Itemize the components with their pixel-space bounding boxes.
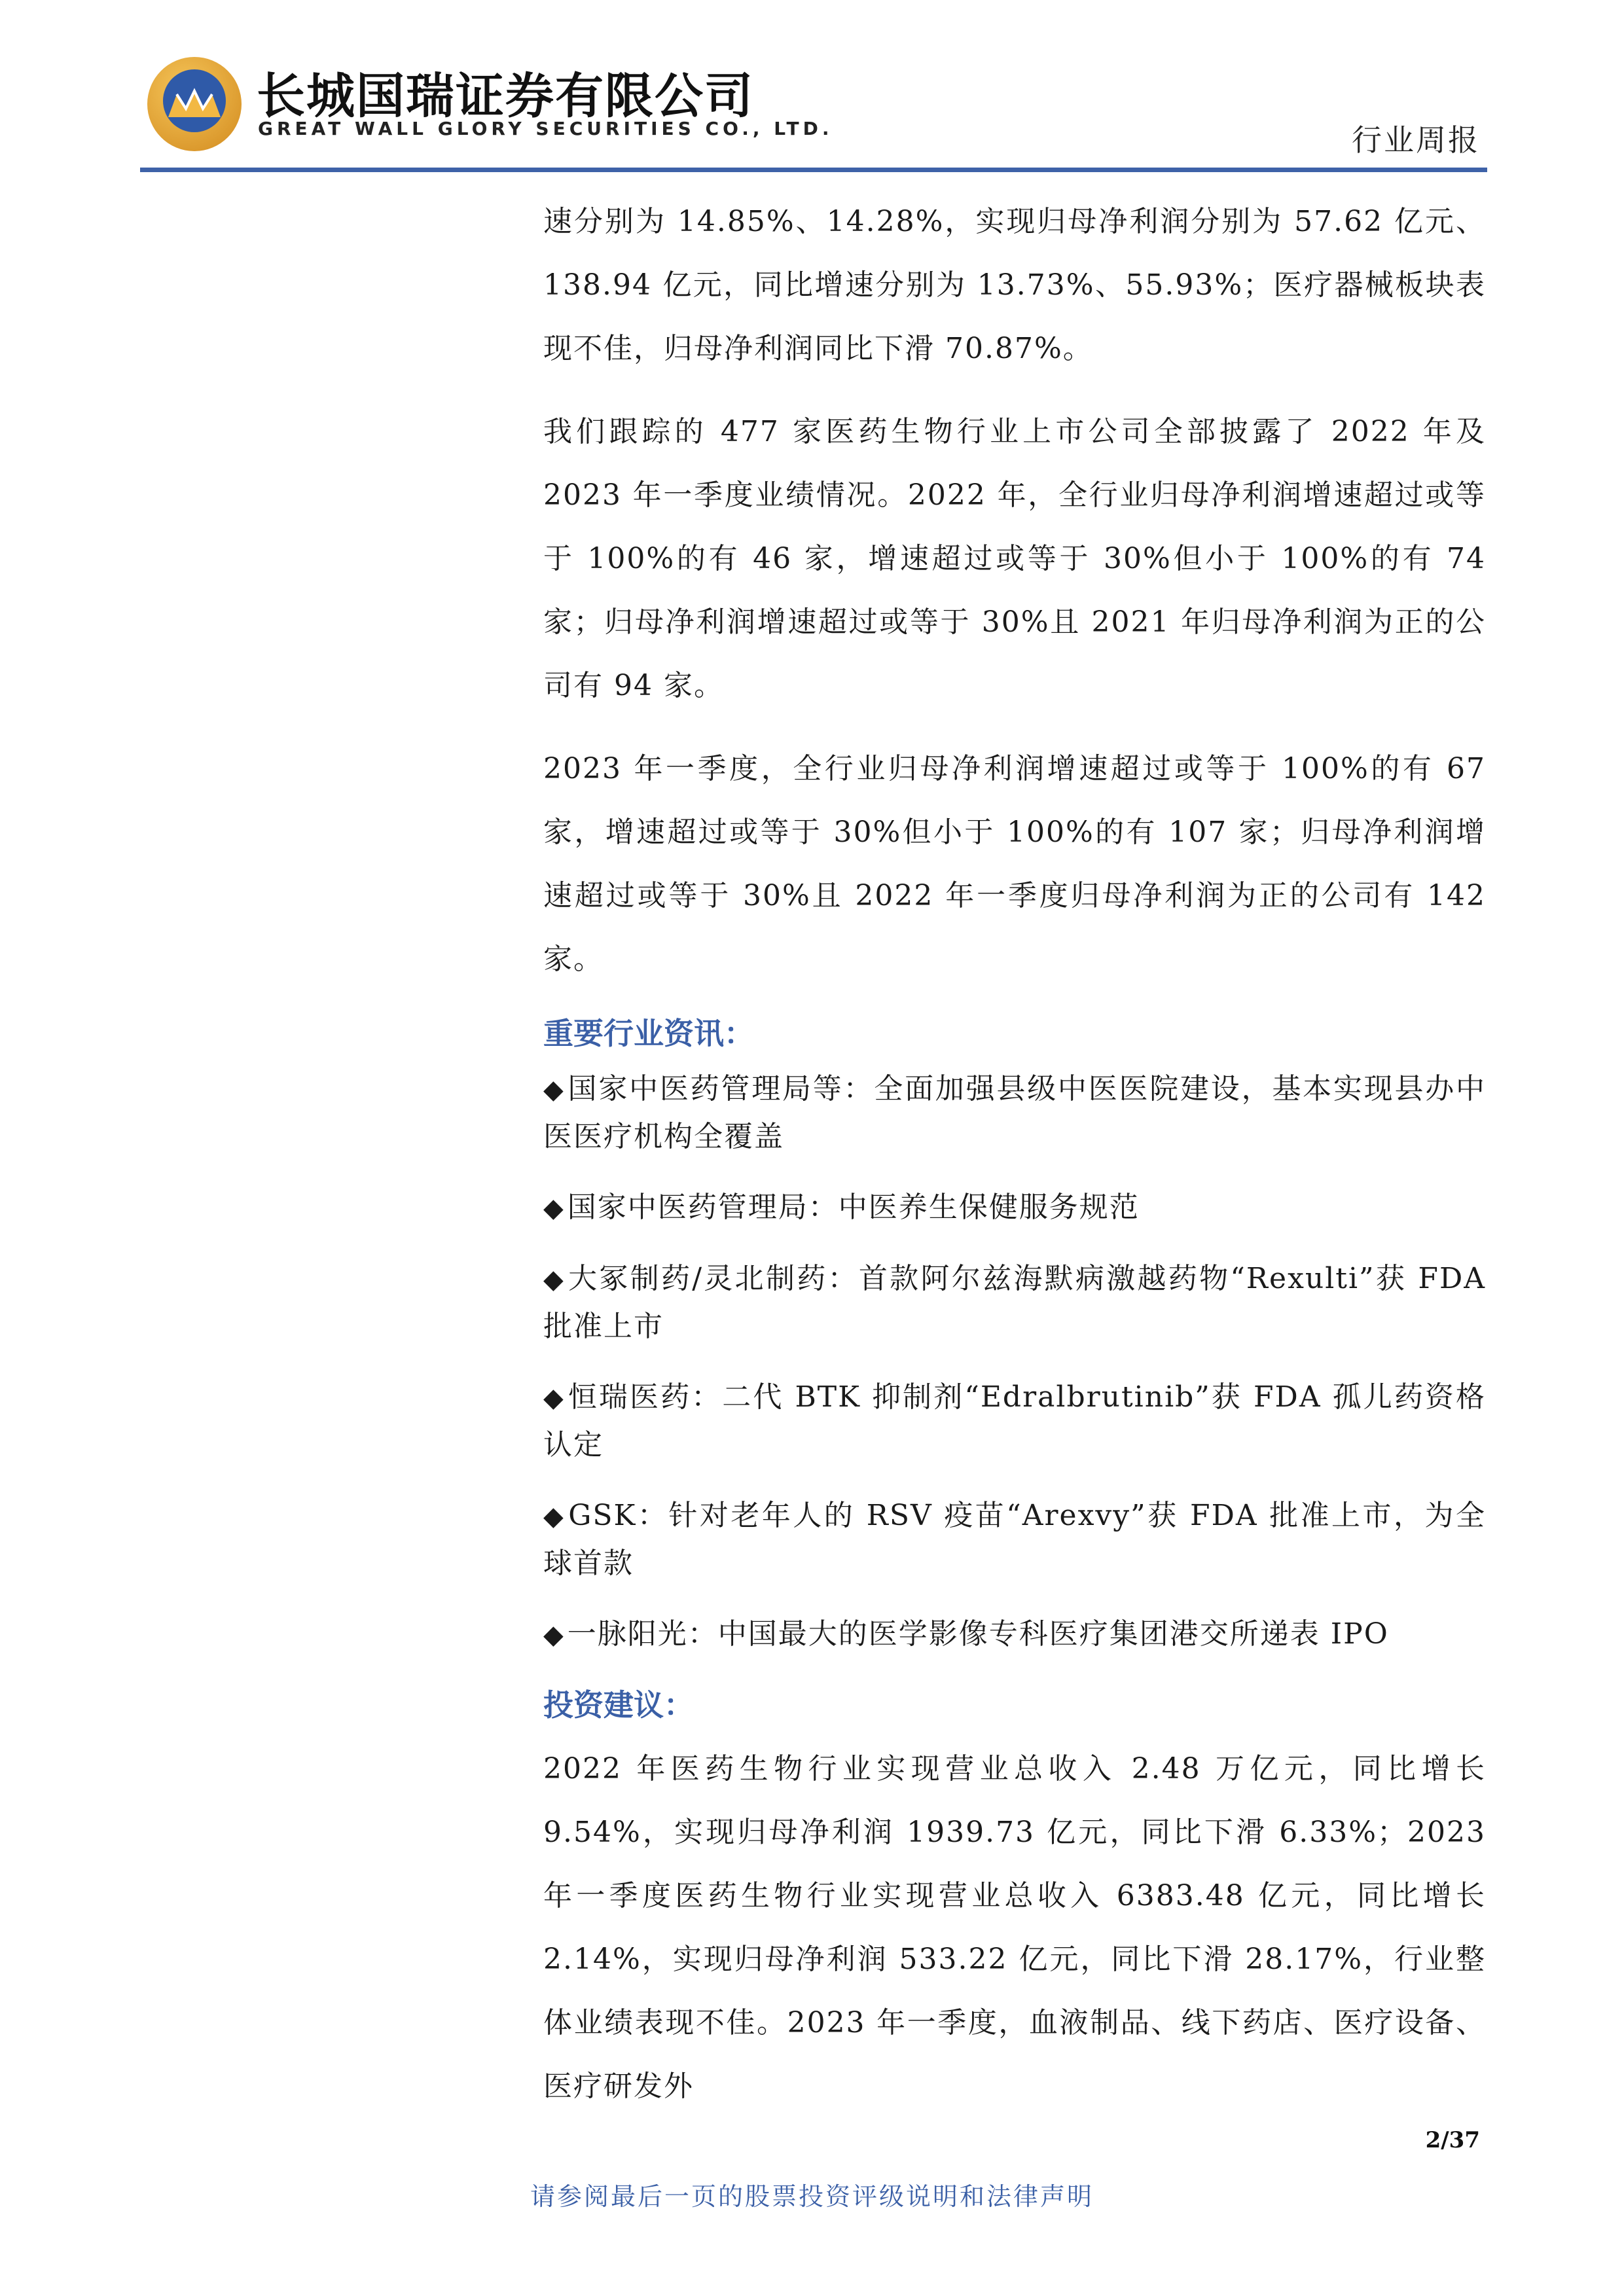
report-type-label: 行业周报 bbox=[1352, 122, 1480, 158]
footer-disclaimer: 请参阅最后一页的股票投资评级说明和法律声明 bbox=[530, 2182, 1094, 2211]
page-header bbox=[0, 0, 1624, 177]
news-item-text: 国家中医药管理局：中医养生保健服务规范 bbox=[567, 1191, 1140, 1224]
news-item-text: 一脉阳光：中国最大的医学影像专科医疗集团港交所递表 IPO bbox=[567, 1617, 1389, 1651]
news-item bbox=[543, 1184, 1486, 1232]
diamond-bullet-icon: ◆ bbox=[543, 1075, 566, 1105]
news-item bbox=[543, 1066, 1486, 1160]
news-list bbox=[543, 1066, 1486, 1659]
diamond-bullet-icon: ◆ bbox=[543, 1193, 565, 1223]
news-item bbox=[543, 1611, 1486, 1659]
company-name-cn: 长城国瑞证券有限公司 bbox=[257, 68, 754, 124]
diamond-bullet-icon: ◆ bbox=[543, 1620, 565, 1650]
news-item bbox=[543, 1374, 1486, 1469]
body-paragraph-2: 我们跟踪的 477 家医药生物行业上市公司全部披露了 2022 年及 2023 年一季度业绩情况。2022 年，全行业归母净利润增速超过或等于 100%的有 46 家，增速超过或等于 30%但小于 100%的有 74 家；归母净利润增速超过或等于 30%且 2021 年归母净利润为正的公司有 94 家。 bbox=[543, 415, 1486, 702]
news-item-text: 恒瑞医药：二代 BTK 抑制剂“Edralbrutinib”获 FDA 孤儿药资格认定 bbox=[543, 1380, 1486, 1462]
diamond-bullet-icon: ◆ bbox=[543, 1265, 566, 1295]
diamond-bullet-icon: ◆ bbox=[543, 1383, 566, 1413]
news-item-text: 国家中医药管理局等：全面加强县级中医医院建设，基本实现县办中医医疗机构全覆盖 bbox=[543, 1072, 1487, 1153]
advice-section-title: 投资建议： bbox=[543, 1687, 694, 1723]
header-divider bbox=[140, 168, 1487, 172]
company-name-en: GREAT WALL GLORY SECURITIES CO., LTD. bbox=[258, 118, 833, 139]
news-item-text: 大冢制药/灵北制药：首款阿尔兹海默病激越药物“Rexulti”获 FDA 批准上市 bbox=[543, 1262, 1486, 1343]
company-logo-icon bbox=[145, 55, 244, 153]
body-paragraph-1: 速分别为 14.85%、14.28%，实现归母净利润分别为 57.62 亿元、138.94 亿元，同比增速分别为 13.73%、55.93%；医疗器械板块表现不佳，归母净利润同比下滑 70.87%。 bbox=[543, 205, 1486, 365]
main-content bbox=[543, 190, 1486, 2118]
diamond-bullet-icon: ◆ bbox=[543, 1501, 566, 1532]
news-section-title: 重要行业资讯： bbox=[543, 1016, 754, 1051]
news-item bbox=[543, 1492, 1486, 1587]
page-number: 2/37 bbox=[1425, 2127, 1480, 2153]
body-paragraph-3: 2023 年一季度，全行业归母净利润增速超过或等于 100%的有 67 家，增速超过或等于 30%但小于 100%的有 107 家；归母净利润增速超过或等于 30%且 2022 年一季度归母净利润为正的公司有 142 家。 bbox=[543, 752, 1486, 976]
news-item bbox=[543, 1255, 1486, 1350]
advice-paragraph: 2022 年医药生物行业实现营业总收入 2.48 万亿元，同比增长 9.54%，实现归母净利润 1939.73 亿元，同比下滑 6.33%；2023 年一季度医药生物行业实现营业总收入 6383.48 亿元，同比增长 2.14%，实现归母净利润 533.22 亿元，同比下滑 28.17%，行业整体业绩表现不佳。2023 年一季度，血液制品、线下药店、医疗设备、医疗研发外 bbox=[543, 1752, 1486, 2103]
news-item-text: GSK：针对老年人的 RSV 疫苗“Arexvy”获 FDA 批准上市，为全球首款 bbox=[543, 1499, 1486, 1580]
